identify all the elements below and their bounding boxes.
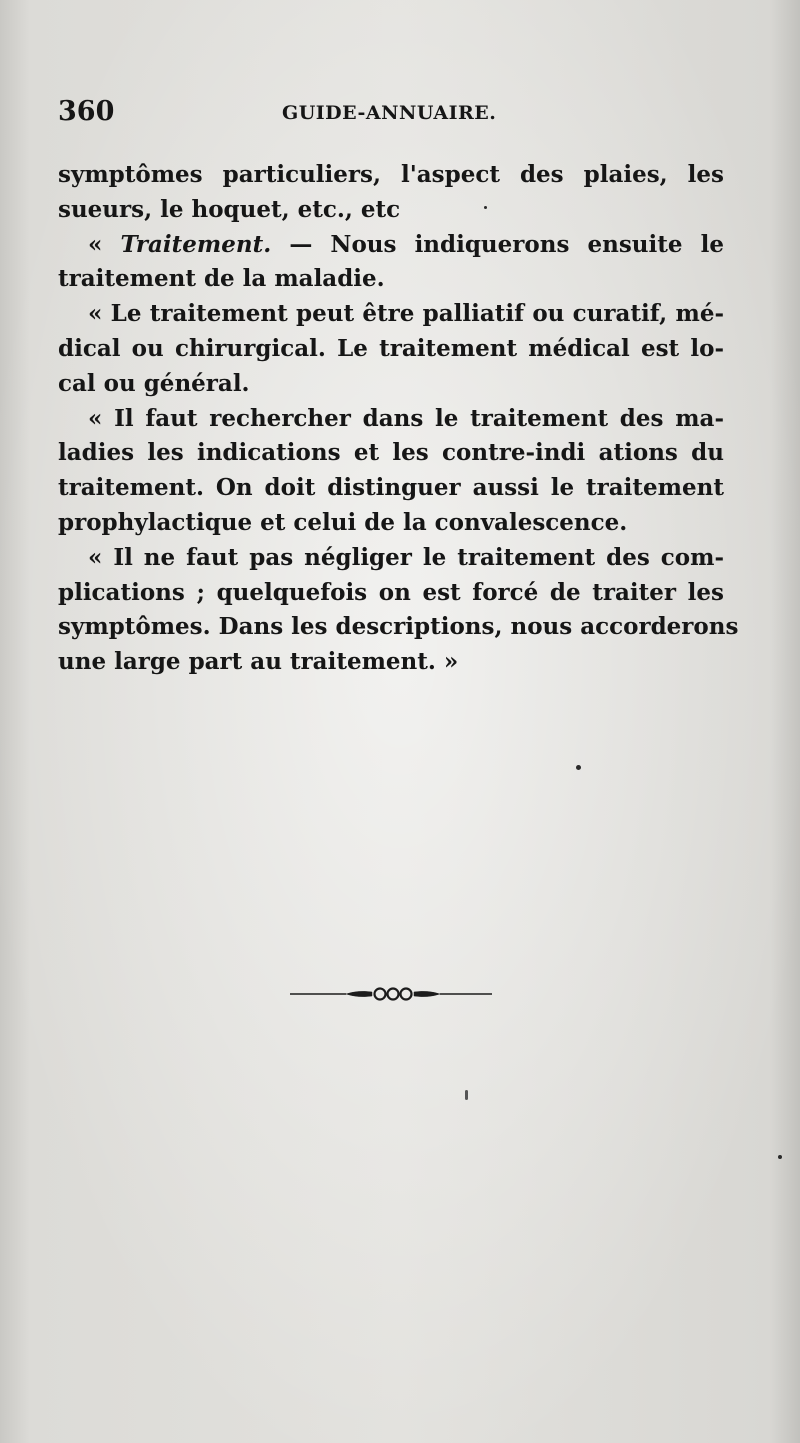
text-line: « Le traitement peut être palliatif ou curatif, mé- — [88, 300, 724, 328]
paragraph-3 — [58, 297, 724, 401]
text-line: sueurs, le hoquet, etc., etc — [58, 195, 401, 223]
text-line: plications ; quelquefois on est forcé de traiter les — [58, 578, 724, 606]
body-text — [58, 158, 739, 680]
paper-speck — [778, 1155, 782, 1159]
text-line: symptômes. Dans les descriptions, nous accorderons — [58, 613, 739, 641]
text-line: traitement de la maladie. — [58, 265, 385, 293]
text-line: ladies les indications et les contre-indi ations du — [58, 439, 724, 467]
section-heading-treatment: Traitement. — [120, 230, 272, 258]
paper-speck — [465, 1090, 468, 1100]
paper-speck — [484, 206, 487, 209]
text-fragment: — Nous indiquerons ensuite le — [271, 230, 724, 258]
text-line: prophylactique et celui de la convalescence. — [58, 508, 628, 536]
text-line: symptômes particuliers, l'aspect des plaies, les — [58, 161, 724, 188]
running-title: GUIDE-ANNUAIRE. — [282, 102, 497, 124]
page-header — [58, 96, 728, 136]
text-line: traitement. On doit distinguer aussi le traitement — [58, 474, 724, 502]
decorative-rule-icon — [288, 980, 494, 1008]
paper-speck — [576, 765, 581, 770]
paragraph-2 — [58, 228, 724, 298]
text-line — [58, 228, 724, 263]
text-line: « Il faut rechercher dans le traitement des ma- — [88, 404, 724, 432]
paragraph-1 — [58, 158, 724, 228]
text-line: cal ou général. — [58, 369, 250, 397]
text-line: « Il ne faut pas négliger le traitement des com- — [88, 543, 724, 571]
paragraph-5 — [58, 541, 739, 680]
open-quote: « — [88, 230, 103, 258]
text-line: dical ou chirurgical. Le traitement médical est lo- — [58, 334, 724, 362]
text-line: une large part au traitement. » — [58, 648, 459, 676]
paragraph-4 — [58, 402, 724, 541]
page-number: 360 — [58, 96, 115, 127]
